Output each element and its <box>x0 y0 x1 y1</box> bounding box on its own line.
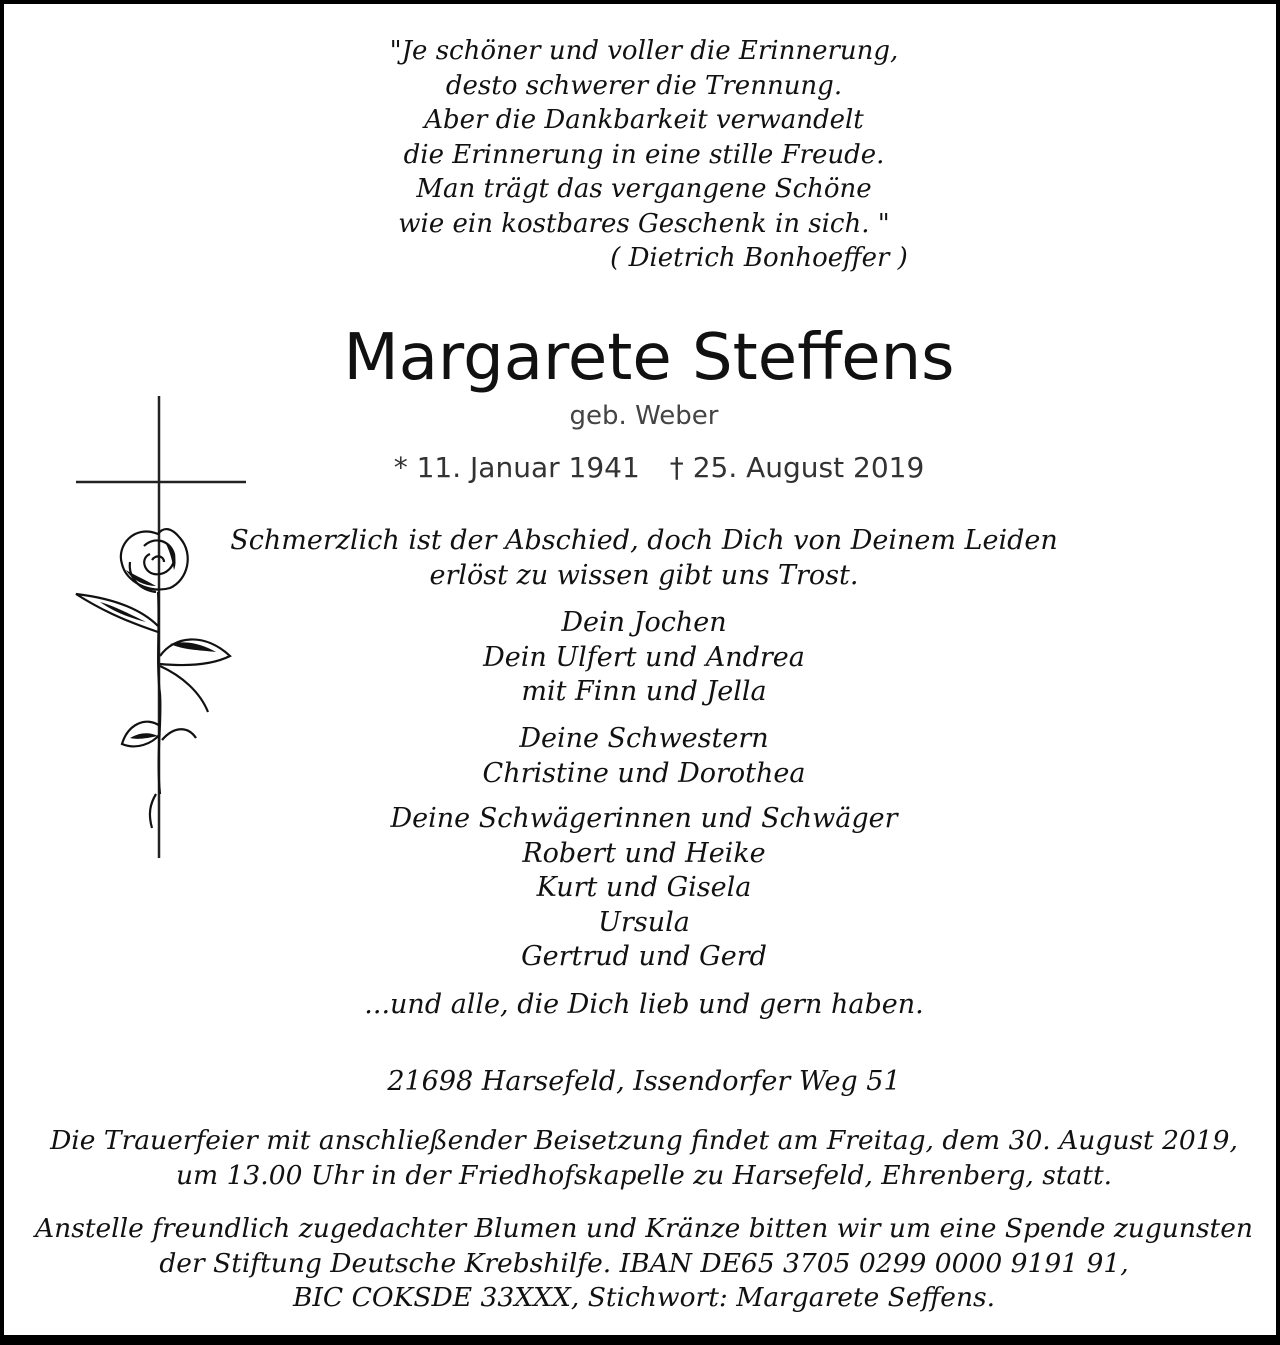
mourner-line: Christine und Dorothea <box>482 757 806 789</box>
ceremony-line: Die Trauerfeier mit anschließender Beisetzung findet am Freitag, dem 30. August 2019, <box>50 1125 1238 1156</box>
quote-line: Man trägt das vergangene Schöne <box>416 174 872 204</box>
closing-line: ...und alle, die Dich lieb und gern haben. <box>364 989 924 1020</box>
mourner-line: mit Finn und Jella <box>521 676 767 707</box>
quote-line: Aber die Dankbarkeit verwandelt <box>424 105 864 135</box>
comfort-line: Schmerzlich ist der Abschied, doch Dich von Deinem Leiden <box>230 525 1058 556</box>
birth-date: * 11. Januar 1941 <box>393 451 640 484</box>
mourner-line: Deine Schwestern <box>519 723 769 754</box>
mourner-line: Dein Jochen <box>561 607 727 638</box>
donation-line: der Stiftung Deutsche Krebshilfe. IBAN DE65 3705 0299 0000 9191 91, <box>159 1247 1129 1279</box>
address: 21698 Harsefeld, Issendorfer Weg 51 <box>387 1066 901 1097</box>
ceremony-line: um 13.00 Uhr in der Friedhofskapelle zu Harsefeld, Ehrenberg, statt. <box>175 1159 1113 1191</box>
mourner-group <box>4 606 1280 710</box>
donation-line: Anstelle freundlich zugedachter Blumen und Kränze bitten wir um eine Spende zugunsten <box>35 1213 1253 1244</box>
mourner-line: Kurt und Gisela <box>536 872 752 903</box>
mourner-group <box>4 802 1280 975</box>
mourner-line: Ursula <box>598 906 690 938</box>
mourner-line: Dein Ulfert und Andrea <box>483 641 805 673</box>
quote-line: desto schwerer die Trennung. <box>445 70 843 101</box>
quote-block <box>4 34 1280 276</box>
quote-line: wie ein kostbares Geschenk in sich. " <box>398 208 890 239</box>
comfort-text <box>4 523 1280 593</box>
donation-line: BIC COKSDE 33XXX, Stichwort: Margarete Seffens. <box>292 1282 996 1313</box>
quote-author: ( Dietrich Bonhoeffer ) <box>610 243 908 273</box>
deceased-name: Margarete Steffens <box>343 321 955 395</box>
quote-line: die Erinnerung in eine stille Freude. <box>403 139 885 170</box>
comfort-line: erlöst zu wissen gibt uns Trost. <box>429 560 859 591</box>
mourner-line: Gertrud und Gerd <box>521 941 767 972</box>
ceremony-info <box>4 1124 1280 1193</box>
mourner-group <box>4 722 1280 791</box>
donation-info <box>4 1212 1280 1316</box>
quote-line: "Je schöner und voller die Erinnerung, <box>389 36 899 66</box>
death-date: † 25. August 2019 <box>669 451 925 484</box>
mourner-line: Deine Schwägerinnen und Schwäger <box>390 803 898 834</box>
mourner-line: Robert und Heike <box>522 837 766 869</box>
birth-name: geb. Weber <box>569 401 719 431</box>
